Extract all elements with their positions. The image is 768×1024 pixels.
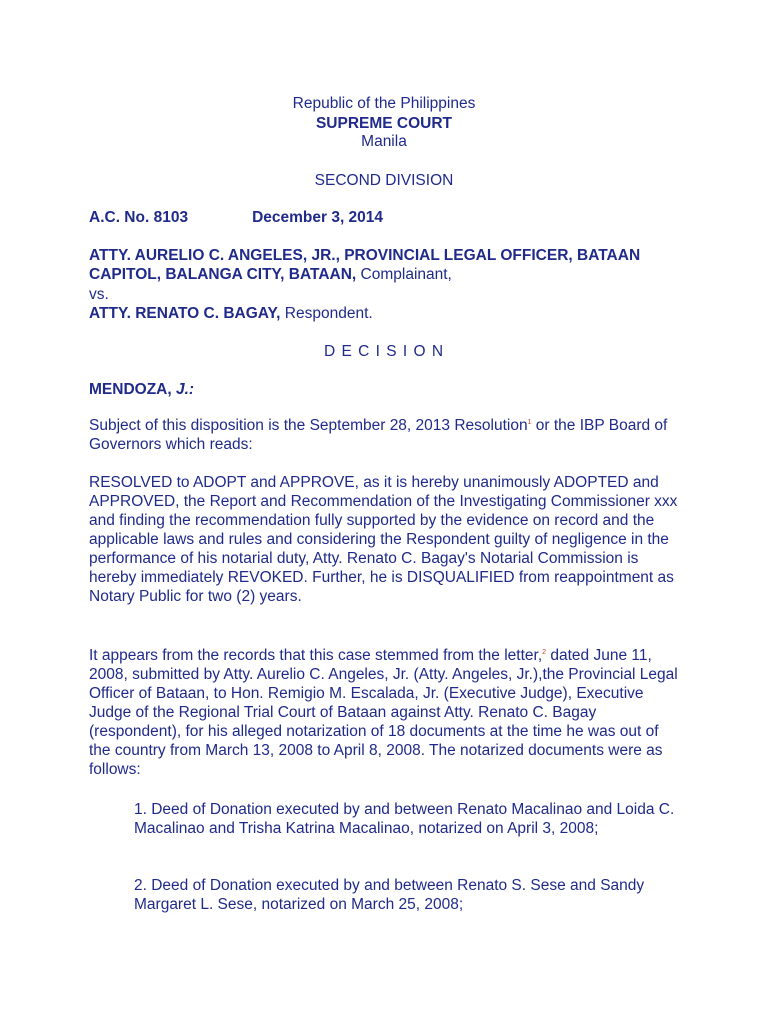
case-date: December 3, 2014 bbox=[252, 209, 384, 226]
ponente-name: MENDOZA, bbox=[89, 381, 176, 398]
ponente-suffix: J.: bbox=[175, 381, 195, 398]
republic-line: Republic of the Philippines bbox=[292, 95, 476, 112]
paragraph-2: RESOLVED to ADOPT and APPROVE, as it is hereby unanimously ADOPTED and APPROVED, the Report and Recommendation of the Investigating Commissioner xxx and finding the recommendation fully supported by the evidence on record and the applicable laws and rules and considering the Respondent guilty of negligence in the performance of his notarial duty, Atty. Renato C. Bagay's Notarial Commission is hereby immediately REVOKED. Further, he is DISQUALIFIED from reappointment as Notary Public for two (2) years. bbox=[89, 474, 678, 605]
list-item-2: 2. Deed of Donation executed by and between Renato S. Sese and Sandy Margaret L. Sese, notarized on March 25, 2008; bbox=[134, 877, 645, 913]
division-name: SECOND DIVISION bbox=[314, 172, 454, 189]
footnote-2-link[interactable]: 2 bbox=[542, 648, 547, 656]
paragraph-1-text-a: Subject of this disposition is the September 28, 2013 Resolution bbox=[89, 417, 528, 434]
respondent-block bbox=[89, 304, 679, 323]
paragraph-3-text-a: It appears from the records that this case stemmed from the letter, bbox=[89, 647, 543, 664]
complainant-block bbox=[89, 246, 679, 284]
paragraph-1-text-b: or the IBP Board of Governors which reads: bbox=[89, 417, 668, 453]
ponente bbox=[89, 380, 679, 399]
court-city: Manila bbox=[361, 133, 407, 150]
list-item-1: 1. Deed of Donation executed by and between Renato Macalinao and Loida C. Macalinao and Trisha Katrina Macalinao, notarized on April 3, 2008; bbox=[134, 801, 675, 837]
paragraph-3-text-b: dated June 11, 2008, submitted by Atty. Aurelio C. Angeles, Jr. (Atty. Angeles, Jr.),the Provincial Legal Officer of Bataan, to Hon. Remigio M. Escalada, Jr. (Executive Judge), Executive Judge of the Regional Trial Court of Bataan against Atty. Renato C. Bagay (respondent), for his alleged notarization of 18 documents at the time he was out of the country from March 13, 2008 to April 8, 2008. The notarized documents were as follows: bbox=[89, 647, 678, 778]
case-line bbox=[89, 208, 679, 227]
respondent-name: ATTY. RENATO C. BAGAY, bbox=[89, 305, 281, 322]
case-number: A.C. No. 8103 bbox=[89, 209, 189, 226]
court-name: SUPREME COURT bbox=[315, 115, 453, 132]
paragraph-3 bbox=[89, 646, 679, 779]
complainant-role: Complainant, bbox=[356, 266, 452, 283]
complainant-name: ATTY. AURELIO C. ANGELES, JR., PROVINCIAL LEGAL OFFICER, BATAAN CAPITOL, BALANGA CITY, BATAAN, bbox=[89, 247, 641, 283]
paragraph-1 bbox=[89, 416, 679, 454]
decision-heading: D E C I S I O N bbox=[323, 343, 445, 360]
footnote-1-link[interactable]: 1 bbox=[527, 418, 532, 426]
versus: vs. bbox=[89, 286, 109, 303]
respondent-role: Respondent. bbox=[280, 305, 373, 322]
